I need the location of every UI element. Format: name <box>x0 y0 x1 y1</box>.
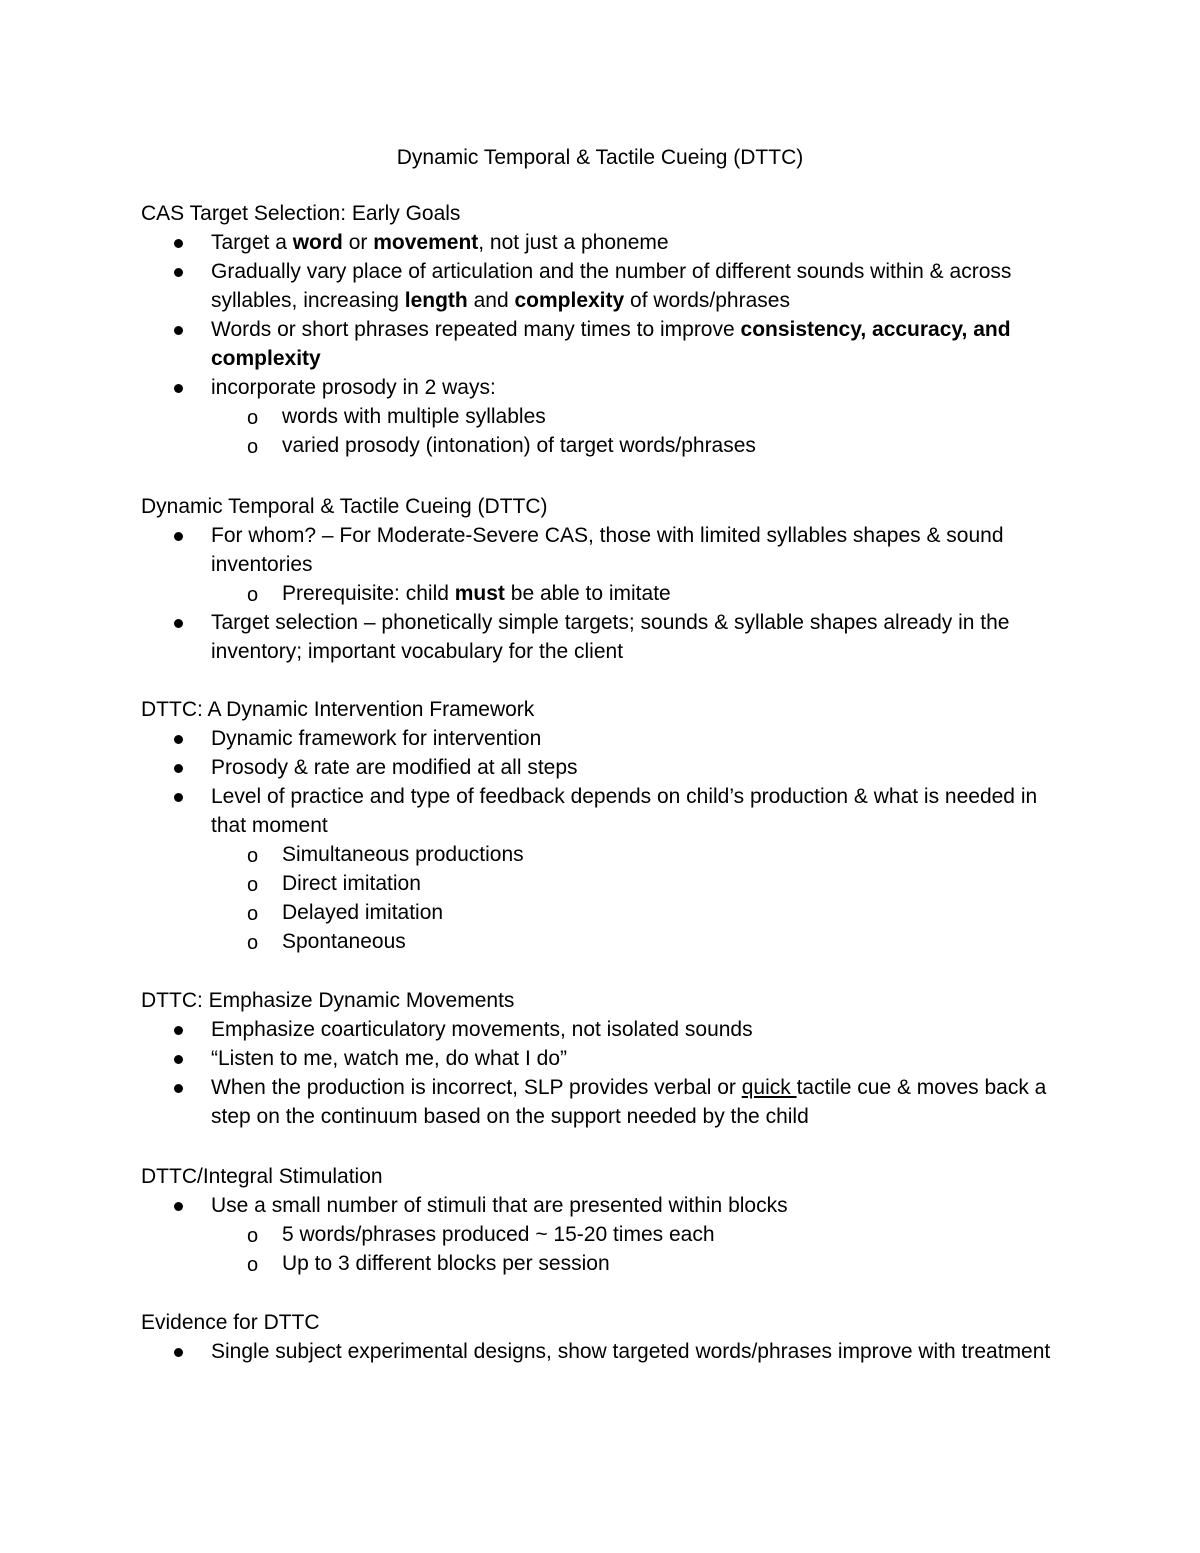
bold-text: consistency, accuracy, and complexity <box>211 318 1011 370</box>
list-item <box>141 228 1071 257</box>
sub-list-item <box>211 869 1071 898</box>
sub-bullet-list <box>211 402 1071 460</box>
list-item-text <box>211 611 1009 663</box>
list-item-text <box>211 756 578 779</box>
bold-text: length <box>404 289 468 312</box>
list-item <box>141 1044 1071 1073</box>
sub-list-item <box>211 898 1071 927</box>
bullet-dot-icon <box>174 764 183 773</box>
text-run: “Listen to me, watch me, do what I do” <box>211 1047 567 1070</box>
hollow-circle-bullet-icon: o <box>247 903 259 925</box>
bullet-list <box>141 228 1071 460</box>
text-run: words with multiple syllables <box>282 405 546 428</box>
sub-bullet-list <box>211 579 1071 608</box>
bold-text: movement <box>373 231 479 254</box>
list-item-text <box>211 1018 753 1041</box>
sub-list-item <box>211 1220 1071 1249</box>
sub-list-item <box>211 840 1071 869</box>
text-run: Delayed imitation <box>282 901 444 924</box>
text-run: Level of practice and type of feedback depends on child’s production & what is needed in that moment <box>211 785 1038 837</box>
list-item <box>141 257 1071 315</box>
text-run: Emphasize coarticulatory movements, not isolated sounds <box>211 1018 753 1041</box>
text-run: Prosody & rate are modified at all steps <box>211 756 578 779</box>
hollow-circle-bullet-icon: o <box>247 1225 259 1247</box>
text-run: Spontaneous <box>282 930 406 953</box>
text-run: When the production is incorrect, SLP provides verbal or <box>211 1076 742 1099</box>
bold-text: must <box>454 582 505 605</box>
bullet-dot-icon <box>174 619 183 628</box>
section <box>141 1162 1071 1278</box>
bullet-dot-icon <box>174 1084 183 1093</box>
text-run: 5 words/phrases produced ~ 15-20 times each <box>282 1223 715 1246</box>
bullet-list <box>141 1015 1071 1131</box>
list-item-text <box>211 1340 1050 1363</box>
bullet-dot-icon <box>174 326 183 335</box>
sub-list-item-text <box>282 1252 610 1275</box>
list-item <box>141 608 1071 666</box>
list-item <box>141 1337 1071 1366</box>
text-run: and <box>467 289 515 312</box>
text-run: of words/phrases <box>624 289 790 312</box>
sub-list-item-text <box>282 405 546 428</box>
text-run: Prerequisite: child <box>282 582 455 605</box>
text-run: Target a <box>211 231 293 254</box>
list-item-text <box>211 231 669 254</box>
bullet-dot-icon <box>174 1055 183 1064</box>
bullet-list <box>141 724 1071 956</box>
list-item <box>141 521 1071 608</box>
text-run: varied prosody (intonation) of target words/phrases <box>282 434 756 457</box>
list-item <box>141 315 1071 373</box>
list-item-text <box>211 1194 788 1217</box>
bullet-list <box>141 521 1071 666</box>
section <box>141 199 1071 460</box>
sub-bullet-list <box>211 1220 1071 1278</box>
text-run: Target selection – phonetically simple targets; sounds & syllable shapes already in the inventory; important vocabulary for the client <box>211 611 1010 663</box>
hollow-circle-bullet-icon: o <box>247 874 259 896</box>
list-item-text <box>211 1047 567 1070</box>
hollow-circle-bullet-icon: o <box>247 584 259 606</box>
bullet-dot-icon <box>174 532 183 541</box>
text-run: Up to 3 different blocks per session <box>282 1252 610 1275</box>
section-heading: DTTC: Emphasize Dynamic Movements <box>141 989 515 1012</box>
section <box>141 1308 1071 1366</box>
document-title: Dynamic Temporal & Tactile Cueing (DTTC) <box>396 146 804 169</box>
list-item-text <box>211 785 1037 837</box>
sub-list-item-text <box>282 1223 715 1246</box>
list-item <box>141 1073 1071 1131</box>
sub-list-item <box>211 402 1071 431</box>
bullet-list <box>141 1337 1071 1366</box>
bullet-dot-icon <box>174 239 183 248</box>
text-run: or <box>342 231 374 254</box>
bold-text: word <box>292 231 343 254</box>
text-run: Dynamic framework for intervention <box>211 727 542 750</box>
section-heading: CAS Target Selection: Early Goals <box>141 202 461 225</box>
list-item-text <box>211 727 541 750</box>
text-run: Simultaneous productions <box>282 843 524 866</box>
sub-list-item-text <box>282 582 671 605</box>
section <box>141 695 1071 956</box>
text-run: Use a small number of stimuli that are presented within blocks <box>211 1194 788 1217</box>
bullet-list <box>141 1191 1071 1278</box>
text-run: , not just a phoneme <box>478 231 669 254</box>
text-run: tactile cue & moves back a step on the continuum based on the support needed by the child <box>211 1076 1047 1128</box>
bullet-dot-icon <box>174 1202 183 1211</box>
sub-list-item <box>211 1249 1071 1278</box>
section-heading: DTTC/Integral Stimulation <box>141 1165 383 1188</box>
list-item <box>141 1191 1071 1278</box>
list-item <box>141 782 1071 956</box>
section <box>141 492 1071 666</box>
sub-list-item <box>211 579 1071 608</box>
section-heading: Evidence for DTTC <box>141 1311 320 1334</box>
sub-list-item-text <box>282 872 421 895</box>
text-run: incorporate prosody in 2 ways: <box>211 376 496 399</box>
bullet-dot-icon <box>174 268 183 277</box>
bullet-dot-icon <box>174 1026 183 1035</box>
hollow-circle-bullet-icon: o <box>247 436 259 458</box>
sub-list-item-text <box>282 930 406 953</box>
bullet-dot-icon <box>174 384 183 393</box>
text-run: Words or short phrases repeated many times to improve <box>211 318 741 341</box>
sub-list-item <box>211 927 1071 956</box>
underlined-text: quick <box>741 1076 797 1099</box>
text-run: For whom? – For Moderate-Severe CAS, those with limited syllables shapes & sound inventories <box>211 524 1004 576</box>
sub-list-item-text <box>282 434 756 457</box>
text-run: be able to imitate <box>504 582 671 605</box>
list-item <box>141 724 1071 753</box>
sub-list-item-text <box>282 901 443 924</box>
list-item-text <box>211 524 1004 576</box>
list-item <box>141 753 1071 782</box>
list-item-text <box>211 376 496 399</box>
text-run: Direct imitation <box>282 872 421 895</box>
bold-text: complexity <box>514 289 625 312</box>
list-item <box>141 1015 1071 1044</box>
hollow-circle-bullet-icon: o <box>247 932 259 954</box>
hollow-circle-bullet-icon: o <box>247 1254 259 1276</box>
list-item-text <box>211 318 1011 370</box>
bullet-dot-icon <box>174 1348 183 1357</box>
sub-bullet-list <box>211 840 1071 956</box>
bullet-dot-icon <box>174 793 183 802</box>
sub-list-item <box>211 431 1071 460</box>
section-heading: Dynamic Temporal & Tactile Cueing (DTTC) <box>141 495 548 518</box>
hollow-circle-bullet-icon: o <box>247 407 259 429</box>
bullet-dot-icon <box>174 735 183 744</box>
hollow-circle-bullet-icon: o <box>247 845 259 867</box>
list-item-text <box>211 1076 1046 1128</box>
sub-list-item-text <box>282 843 524 866</box>
section <box>141 986 1071 1131</box>
section-heading: DTTC: A Dynamic Intervention Framework <box>141 698 535 721</box>
text-run: Single subject experimental designs, show targeted words/phrases improve with treatment <box>211 1340 1051 1363</box>
text-run: Gradually vary place of articulation and the number of different sounds within & across syllables, increasing <box>211 260 1012 312</box>
list-item-text <box>211 260 1011 312</box>
list-item <box>141 373 1071 460</box>
